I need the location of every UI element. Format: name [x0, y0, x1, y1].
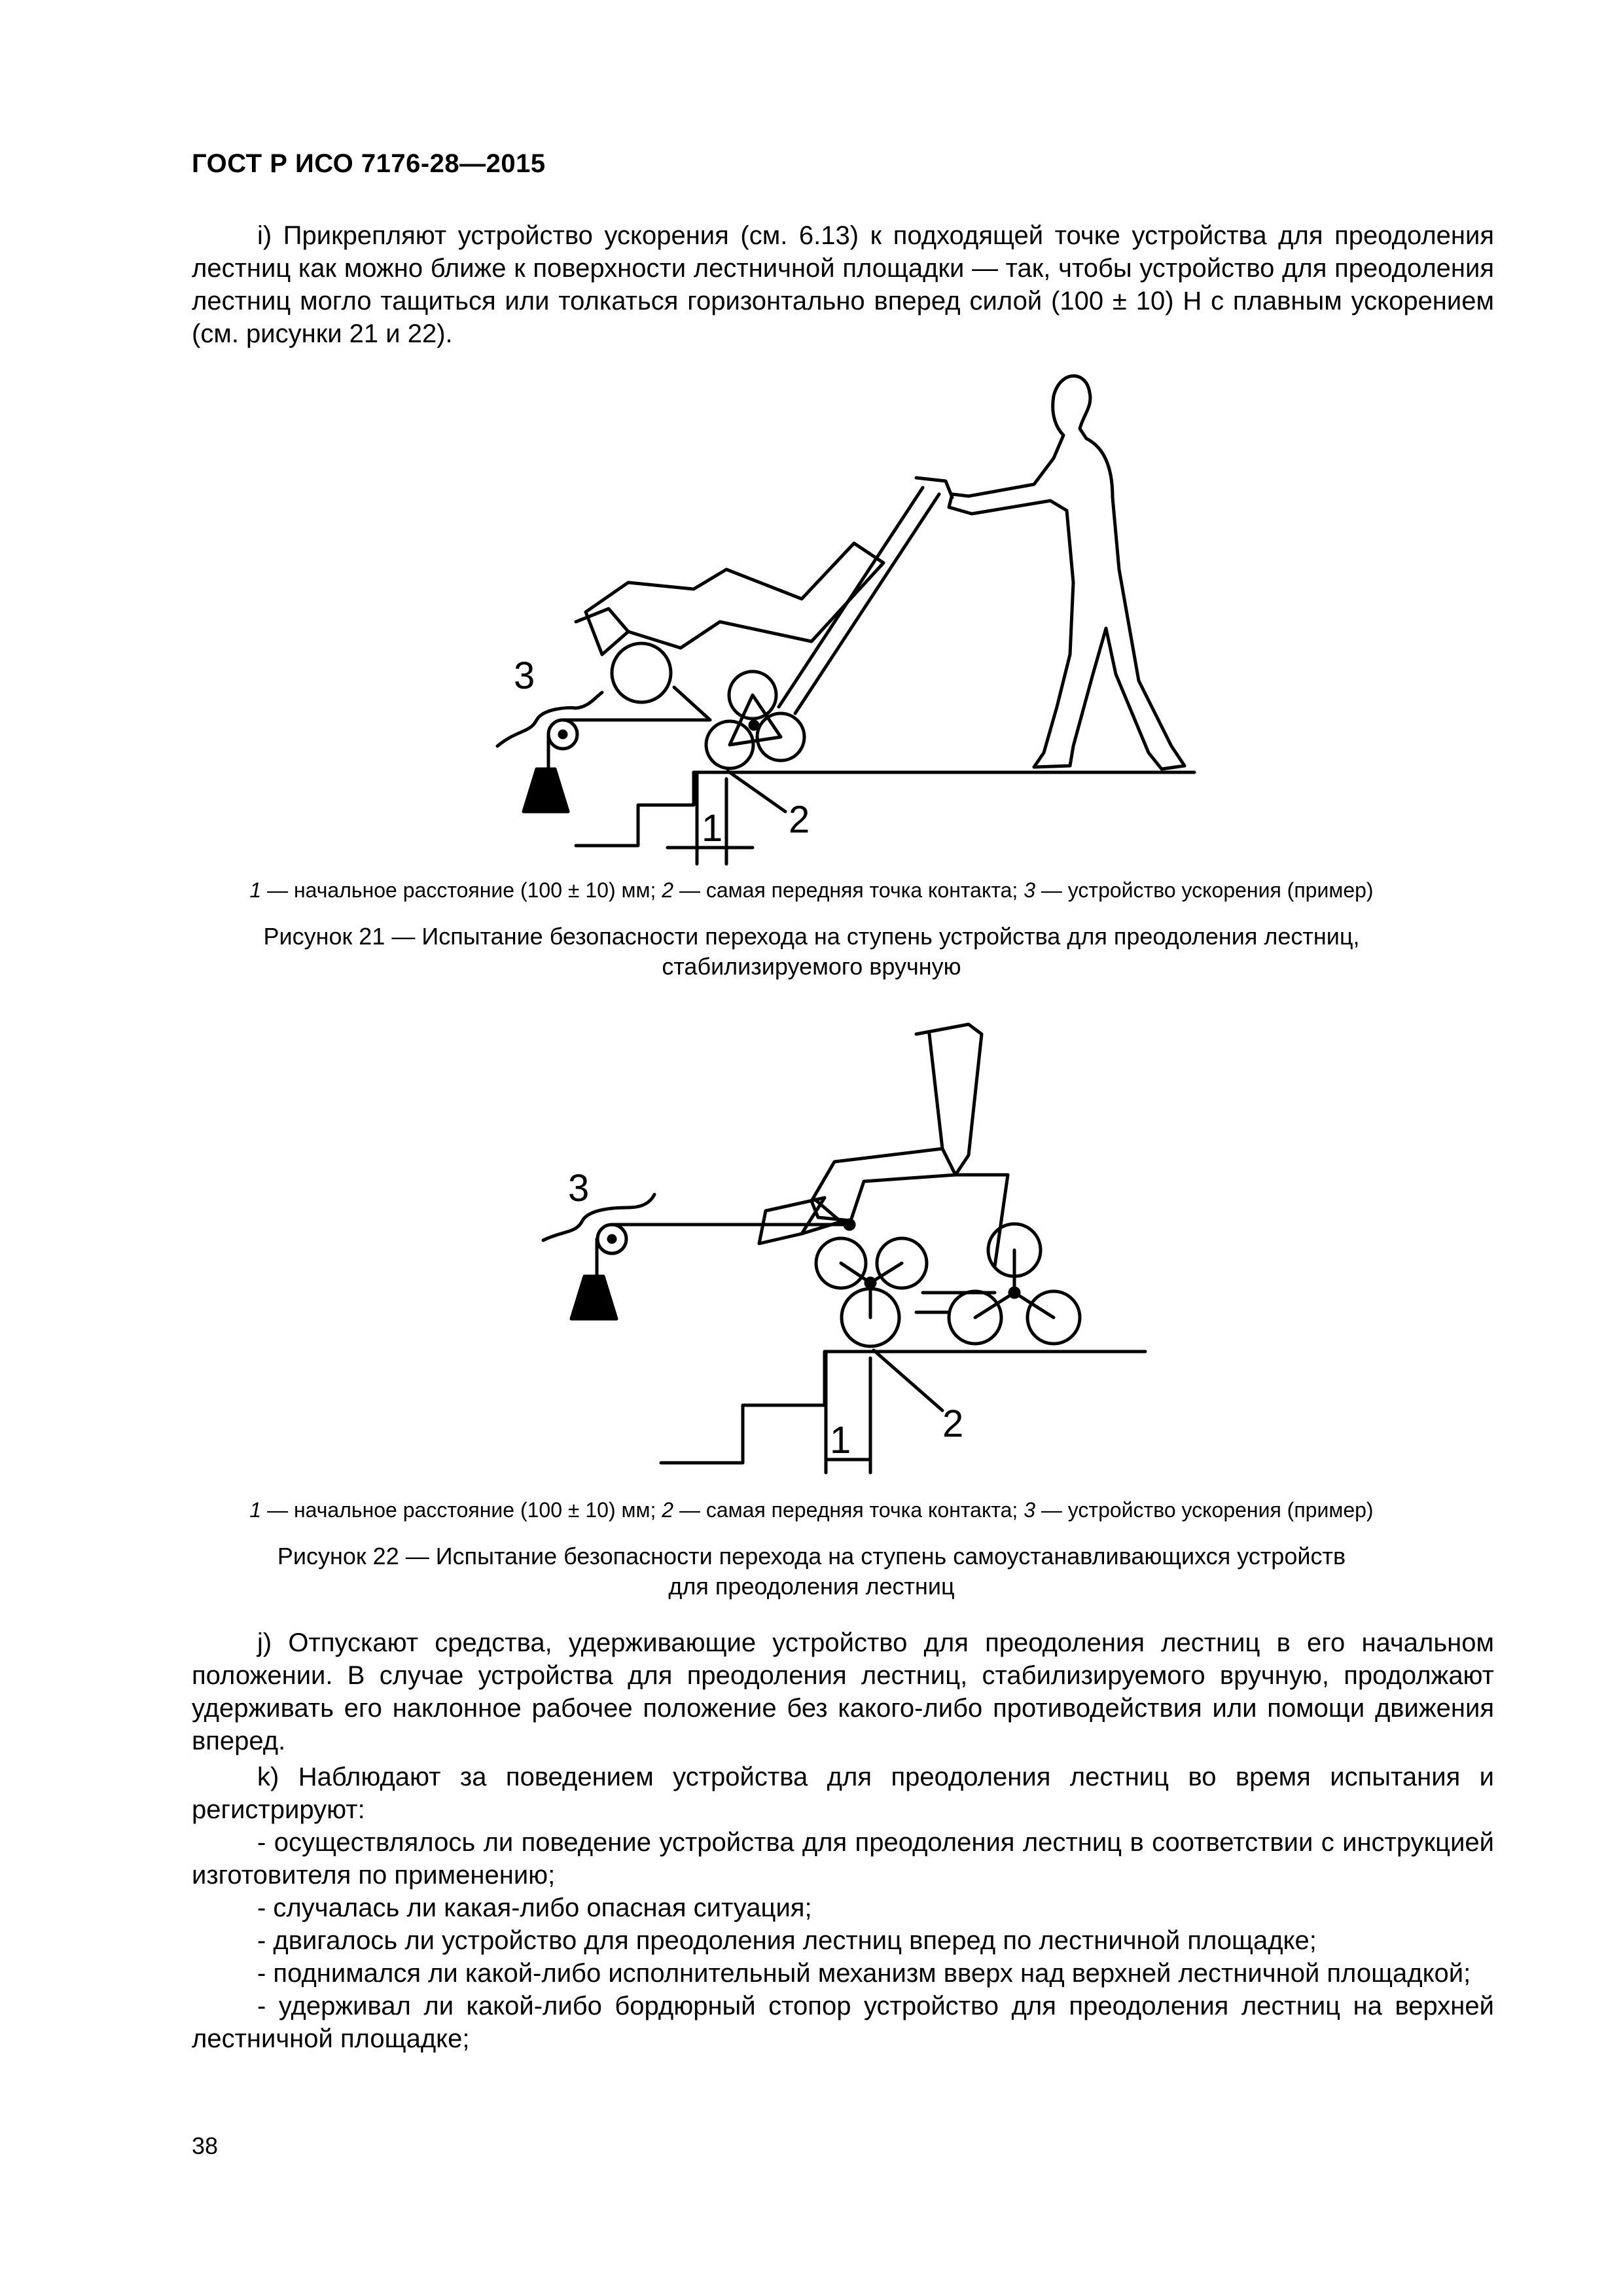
figure-21-drawing — [0, 367, 1623, 877]
paragraph-k: k) Наблюдают за поведением устройства для преодоления лестниц во время испытания и регистрируют: — [192, 1763, 1494, 1824]
operator-figure — [949, 376, 1185, 769]
foot-rest — [576, 609, 628, 632]
figure-21-caption-1: Рисунок 21 — Испытание безопасности перехода на ступень устройства для преодоления лестниц, — [263, 923, 1360, 950]
figure-22 — [0, 1005, 1623, 1489]
bullet-item: - удерживал ли какой-либо бордюрный стопор устройство для преодоления лестниц на верхней лестничной площадке; — [192, 1992, 1494, 2053]
bullet-item: - поднимался ли какой-либо исполнительный механизм вверх над верхней лестничной площадкой; — [257, 1959, 1471, 1988]
seat-wheel — [612, 643, 671, 702]
bullet-item: - двигалось ли устройство для преодоления лестниц вперед по лестничной площадке; — [257, 1926, 1317, 1955]
stairs-outline — [661, 1352, 1145, 1463]
rear-hub — [975, 1250, 1054, 1318]
figure-21 — [0, 367, 1623, 877]
paragraph-i: i) Прикрепляют устройство ускорения (см. 6.13) к подходящей точке устройства для преодоления лестниц как можно ближе к поверхности лестничной площадки — так, чтобы устройство для преодоления лестниц могло тащиться или толкаться горизонтально вперед силой (100 ± 10) Н с плавным ускорением (см. рисунки 21 и 22). — [192, 221, 1494, 348]
front-hub — [841, 1263, 902, 1318]
figure-22-caption-1: Рисунок 22 — Испытание безопасности перехода на ступень самоустанавливающихся устройств — [277, 1543, 1346, 1570]
weight — [524, 769, 568, 812]
climber-frame — [779, 488, 939, 713]
seat-back — [916, 1024, 1008, 1266]
callout-3: 3 — [514, 655, 535, 697]
callout-2: 2 — [942, 1403, 964, 1445]
callout-3: 3 — [568, 1167, 590, 1210]
standard-header: ГОСТ Р ИСО 7176-28—2015 — [192, 149, 546, 178]
bullet-item: - осуществлялось ли поведение устройства для преодоления лестниц в соответствии с инструкцией изготовителя по применению; — [192, 1828, 1494, 1890]
callout-2: 2 — [789, 798, 810, 841]
figure-21-legend: 1 — начальное расстояние (100 ± 10) мм; 2 — самая передняя точка контакта; 3 — устройство ускорения (пример) — [249, 878, 1374, 902]
seat — [586, 543, 883, 655]
foot-rest — [759, 1198, 825, 1244]
figure-22-legend: 1 — начальное расстояние (100 ± 10) мм; 2 — самая передняя точка контакта; 3 — устройство ускорения (пример) — [249, 1498, 1374, 1522]
paragraph-j: j) Отпускают средства, удерживающие устройство для преодоления лестниц в его начальном положении. В случае устройства для преодоления лестниц, стабилизируемого вручную, продолжают удерживать его наклонное рабочее положение без какого-либо противодействия или помощи движения вперед. — [192, 1628, 1494, 1755]
weight — [571, 1276, 616, 1319]
figure-22-drawing — [0, 1005, 1623, 1489]
seat — [812, 1149, 955, 1221]
callout-1: 1 — [830, 1419, 851, 1462]
figure-21-caption-2: стабилизируемого вручную — [662, 953, 961, 980]
stairs-outline — [576, 772, 1194, 846]
callout-1: 1 — [702, 807, 723, 850]
contact-leader — [728, 771, 785, 812]
figure-22-caption-2: для преодоления лестниц — [668, 1573, 955, 1600]
contact-leader — [874, 1350, 942, 1410]
bullet-item: - случалась ли какая-либо опасная ситуация; — [257, 1893, 812, 1922]
page-number: 38 — [192, 2132, 219, 2159]
